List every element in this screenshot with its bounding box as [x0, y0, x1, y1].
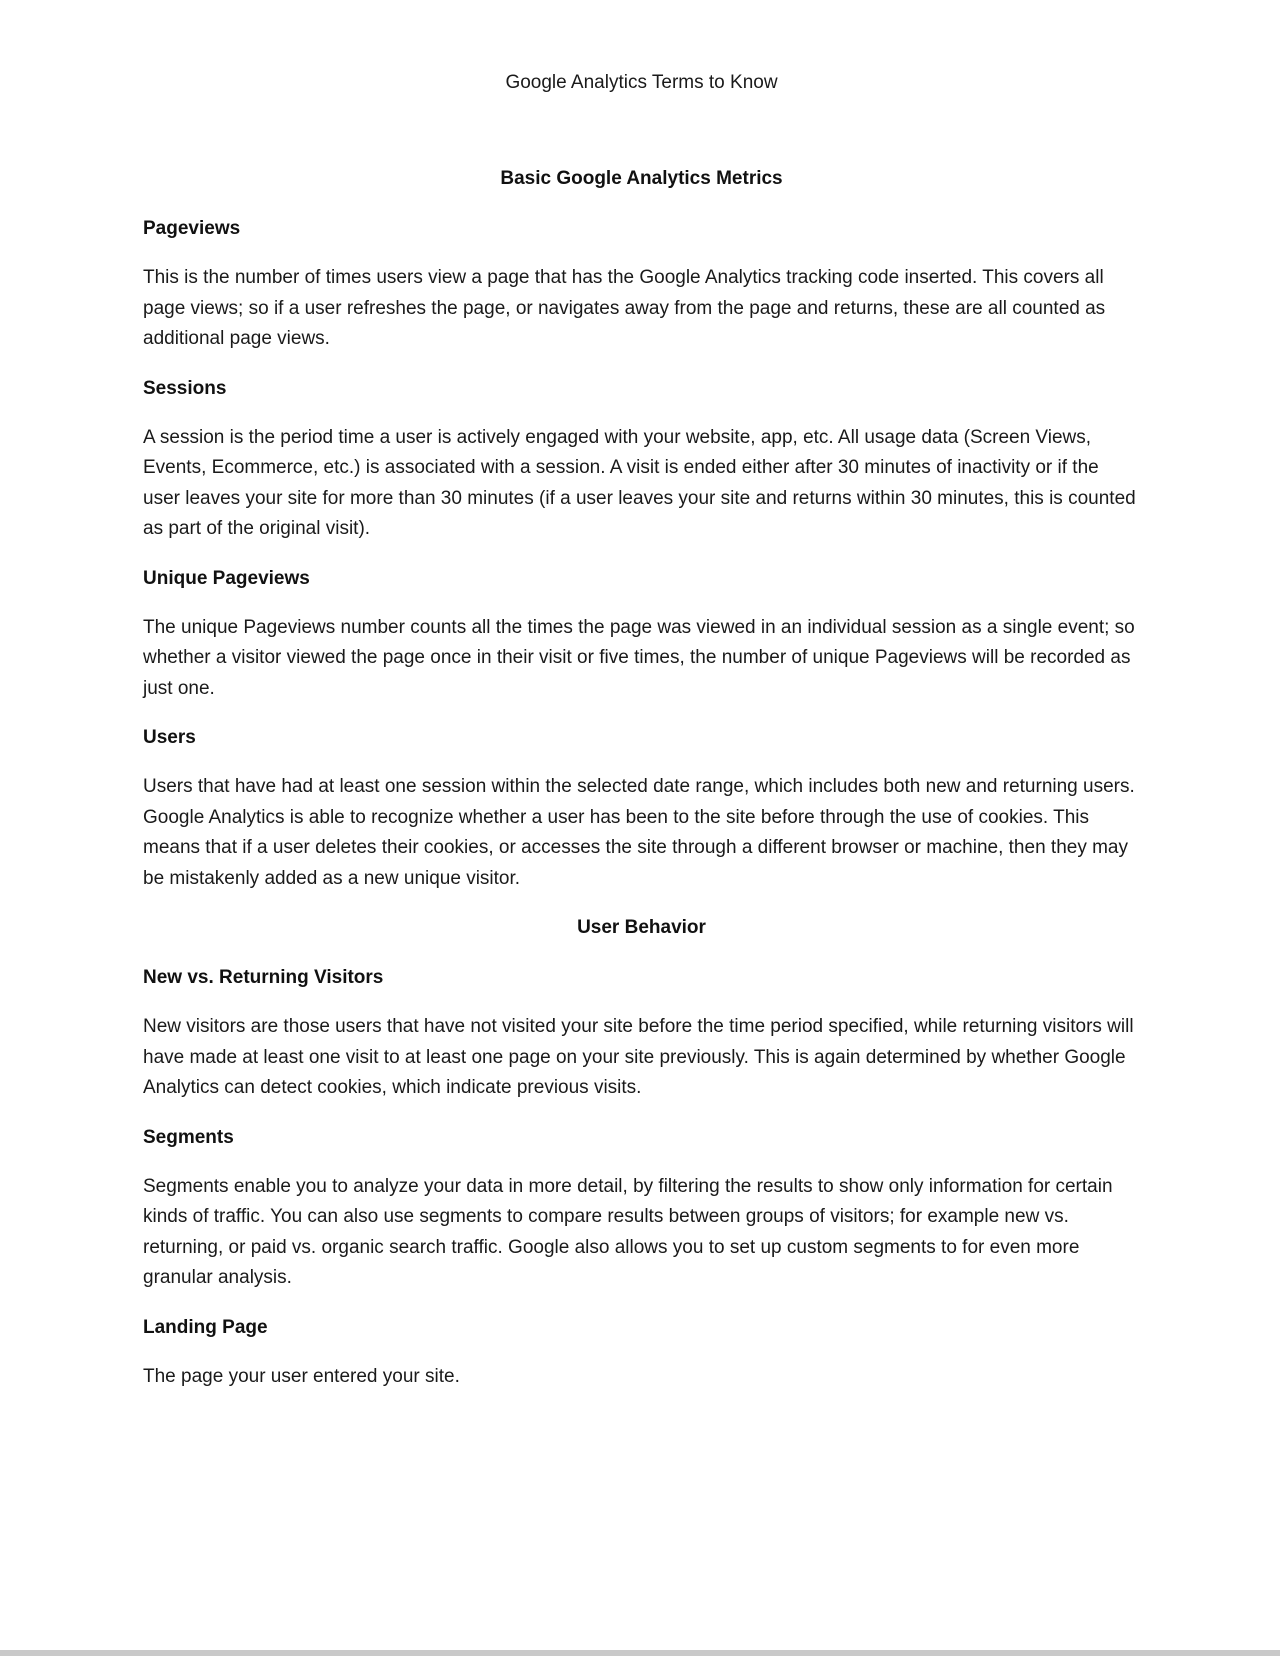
term-heading-users: Users: [143, 727, 196, 748]
term-heading-pageviews: Pageviews: [143, 218, 241, 239]
term-body-sessions: A session is the period time a user is actively engaged with your website, app, etc. All usage data (Screen Views, Events, Ecommerce, etc.) is associated with a session. A visit is ended either after 30 minutes of inactivity or if the user leaves your site for more than 30 minutes (if a user leaves your site and returns within 30 minutes, this is counted as part of the original visit).: [143, 426, 1136, 539]
term-heading-unique-pageviews: Unique Pageviews: [143, 567, 310, 589]
term-body-unique-pageviews: The unique Pageviews number counts all the times the page was viewed in an individual session as a single event; so whether a visitor viewed the page once in their visit or five times, the number of unique Pageviews will be recorded as just one.: [143, 616, 1135, 699]
section-title-basic-google-analytics-metrics: Basic Google Analytics Metrics: [500, 168, 783, 189]
term-body-segments: Segments enable you to analyze your data in more detail, by filtering the results to show only information for certain kinds of traffic. You can also use segments to compare results between groups of visitors; for example new vs. returning, or paid vs. organic search traffic. Google also allows you to set up custom segments to for even more granular analysis.: [143, 1175, 1113, 1288]
page-bottom-edge: [0, 1650, 1280, 1656]
term-body-pageviews: This is the number of times users view a page that has the Google Analytics tracking code inserted. This covers all page views; so if a user refreshes the page, or navigates away from the page and returns, these are all counted as additional page views.: [143, 267, 1106, 349]
section-title-user-behavior: User Behavior: [577, 917, 706, 938]
document-content: [143, 164, 1140, 1392]
term-heading-segments: Segments: [143, 1126, 234, 1148]
term-body-users: Users that have had at least one session within the selected date range, which includes both new and returning users. Google Analytics is able to recognize whether a user has been to the site before through the use of cookies. This means that if a user deletes their cookies, or accesses the site through a different browser or machine, then they may be mistakenly added as a new unique visitor.: [143, 776, 1135, 889]
term-heading-sessions: Sessions: [143, 377, 227, 399]
term-heading-landing-page: Landing Page: [143, 1316, 268, 1338]
term-body-landing-page: The page your user entered your site.: [143, 1365, 460, 1387]
term-heading-new-vs-returning-visitors: New vs. Returning Visitors: [143, 967, 384, 988]
document-header-title: Google Analytics Terms to Know: [505, 72, 778, 93]
term-body-new-vs-returning-visitors: New visitors are those users that have not visited your site before the time period specified, while returning visitors will have made at least one visit to at least one page on your site previously. This is again determined by whether Google Analytics can detect cookies, which indicate previous visits.: [143, 1016, 1134, 1098]
